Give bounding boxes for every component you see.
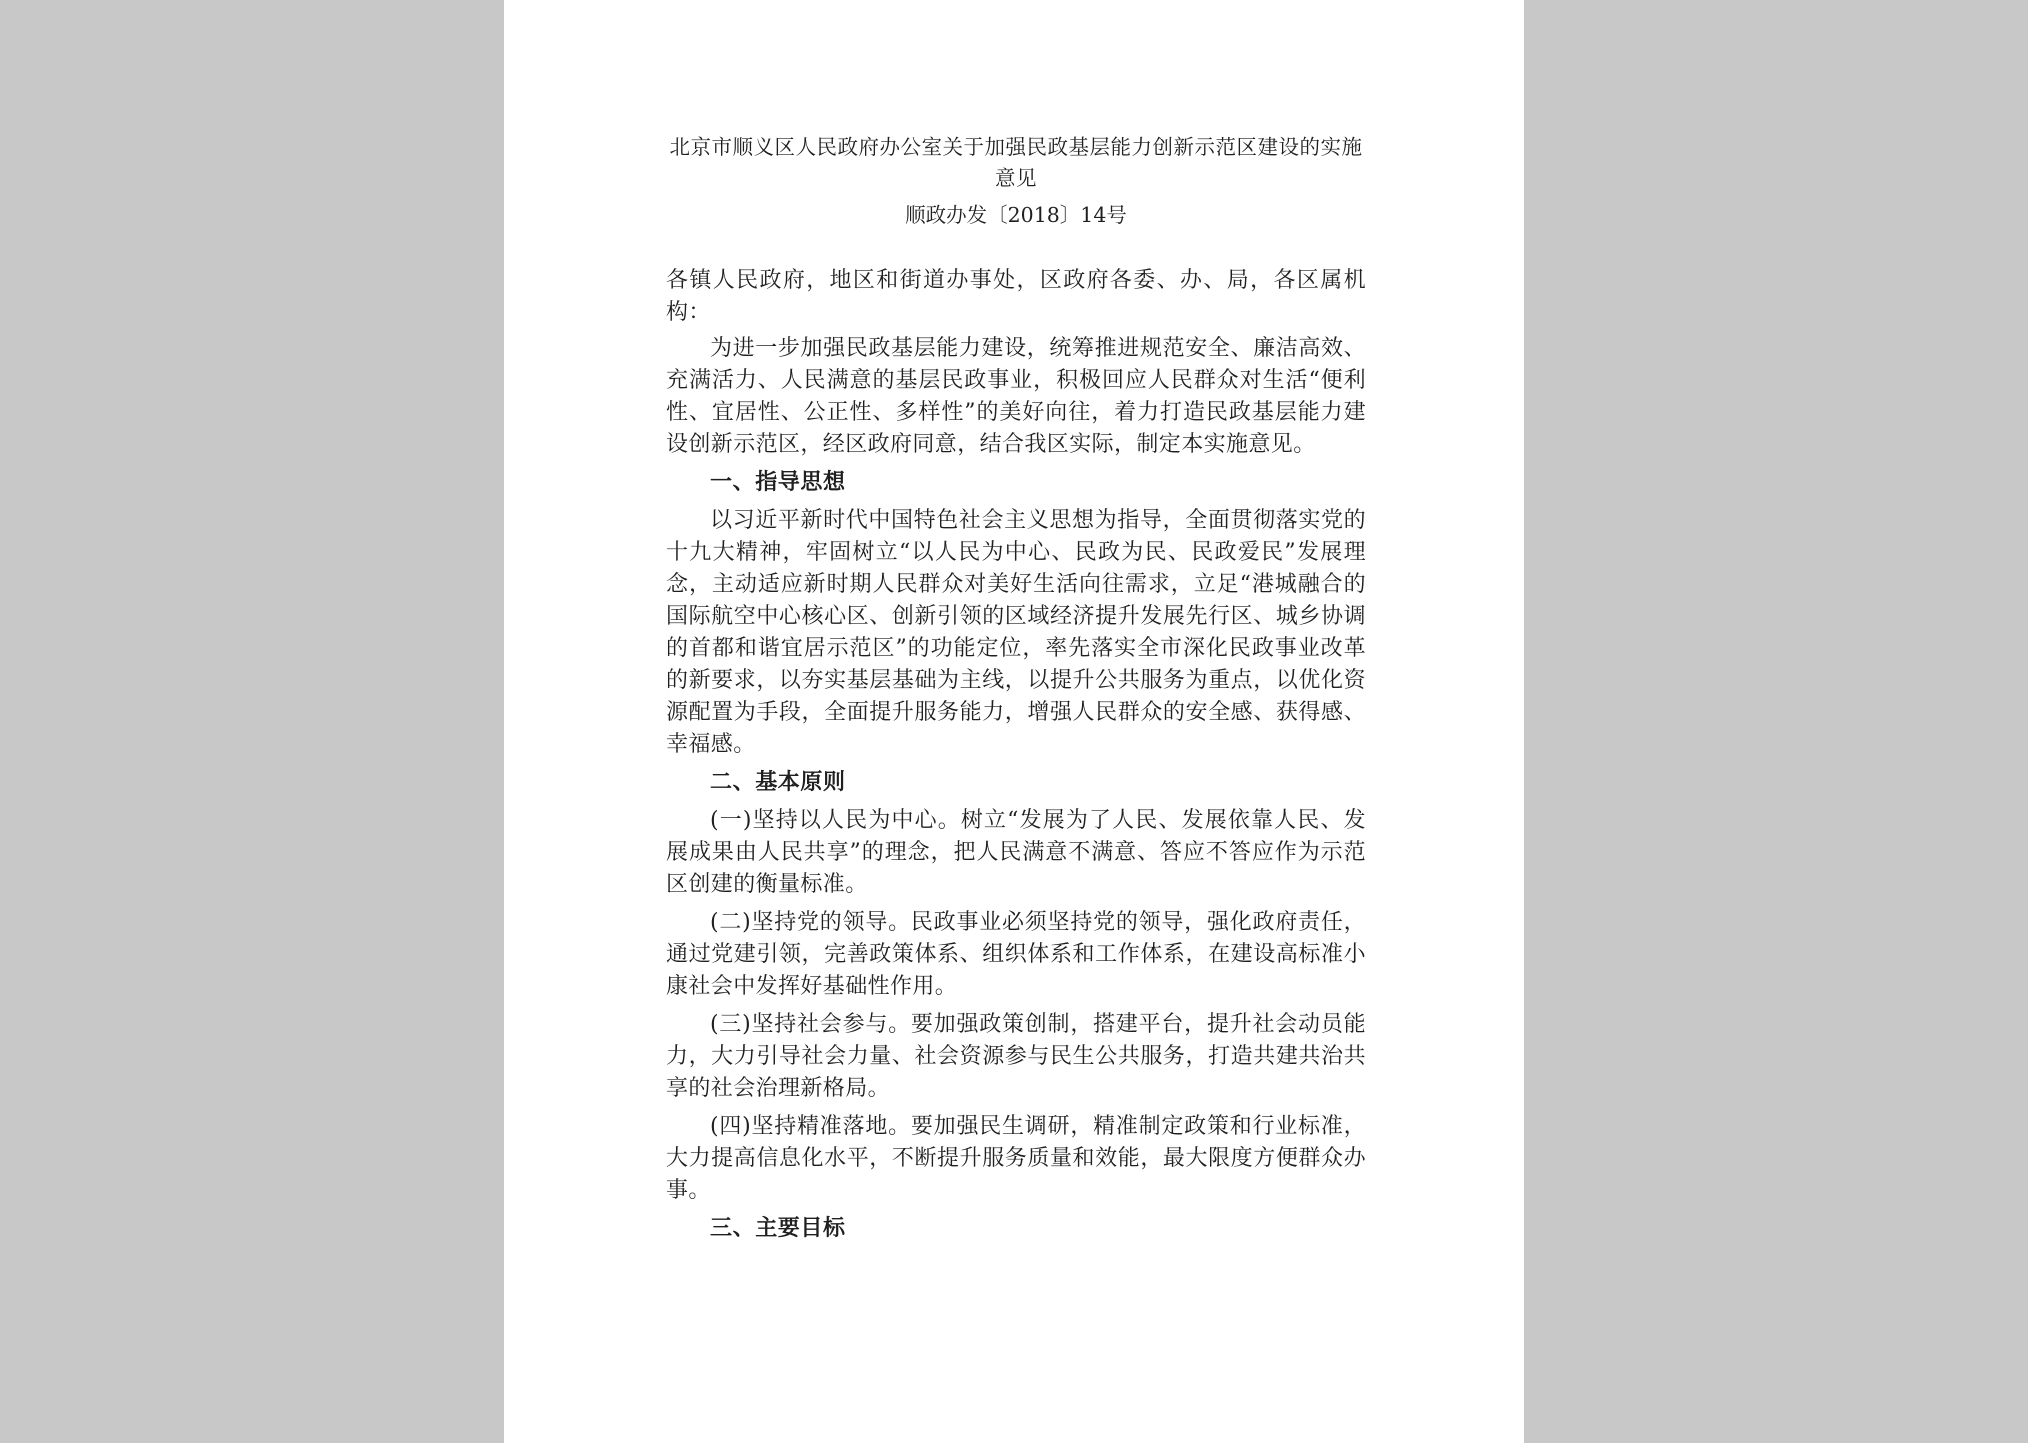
document-title: 北京市顺义区人民政府办公室关于加强民政基层能力创新示范区建设的实施意见: [669, 135, 1363, 190]
principle-3-paragraph: (三)坚持社会参与。要加强政策创制，搭建平台，提升社会动员能力，大力引导社会力量、社会资源参与民生公共服务，打造共建共治共享的社会治理新格局。: [666, 1012, 1366, 1101]
section-heading-main-goals: 三、主要目标: [710, 1216, 846, 1241]
intro-paragraph: 为进一步加强民政基层能力建设，统筹推进规范安全、廉洁高效、充满活力、人民满意的基层民政事业，积极回应人民群众对生活“便利性、宜居性、公正性、多样性”的美好向往，着力打造民政基层能力建设创新示范区，经区政府同意，结合我区实际，制定本实施意见。: [666, 336, 1366, 457]
section-heading-basic-principles: 二、基本原则: [710, 770, 846, 795]
addressee-paragraph: 各镇人民政府，地区和街道办事处，区政府各委、办、局，各区属机构：: [666, 268, 1366, 325]
guiding-thought-paragraph: 以习近平新时代中国特色社会主义思想为指导，全面贯彻落实党的十九大精神，牢固树立“以人民为中心、民政为民、民政爱民”发展理念，主动适应新时期人民群众对美好生活向往需求，立足“港城融合的国际航空中心核心区、创新引领的区域经济提升发展先行区、城乡协调的首都和谐宜居示范区”的功能定位，率先落实全市深化民政事业改革的新要求，以夯实基层基础为主线，以提升公共服务为重点，以优化资源配置为手段，全面提升服务能力，增强人民群众的安全感、获得感、幸福感。: [666, 508, 1366, 757]
principle-4-paragraph: (四)坚持精准落地。要加强民生调研，精准制定政策和行业标准，大力提高信息化水平，不断提升服务质量和效能，最大限度方便群众办事。: [666, 1114, 1366, 1203]
document-page: [504, 0, 1524, 1443]
principle-2-paragraph: (二)坚持党的领导。民政事业必须坚持党的领导，强化政府责任，通过党建引领，完善政策体系、组织体系和工作体系，在建设高标准小康社会中发挥好基础性作用。: [666, 910, 1366, 999]
page-content: [666, 132, 1366, 1251]
principle-1-paragraph: (一)坚持以人民为中心。树立“发展为了人民、发展依靠人民、发展成果由人民共享”的理念，把人民满意不满意、答应不答应作为示范区创建的衡量标准。: [666, 808, 1366, 897]
document-number: 顺政办发〔2018〕14号: [905, 203, 1127, 227]
section-heading-guiding-thought: 一、指导思想: [710, 470, 846, 495]
